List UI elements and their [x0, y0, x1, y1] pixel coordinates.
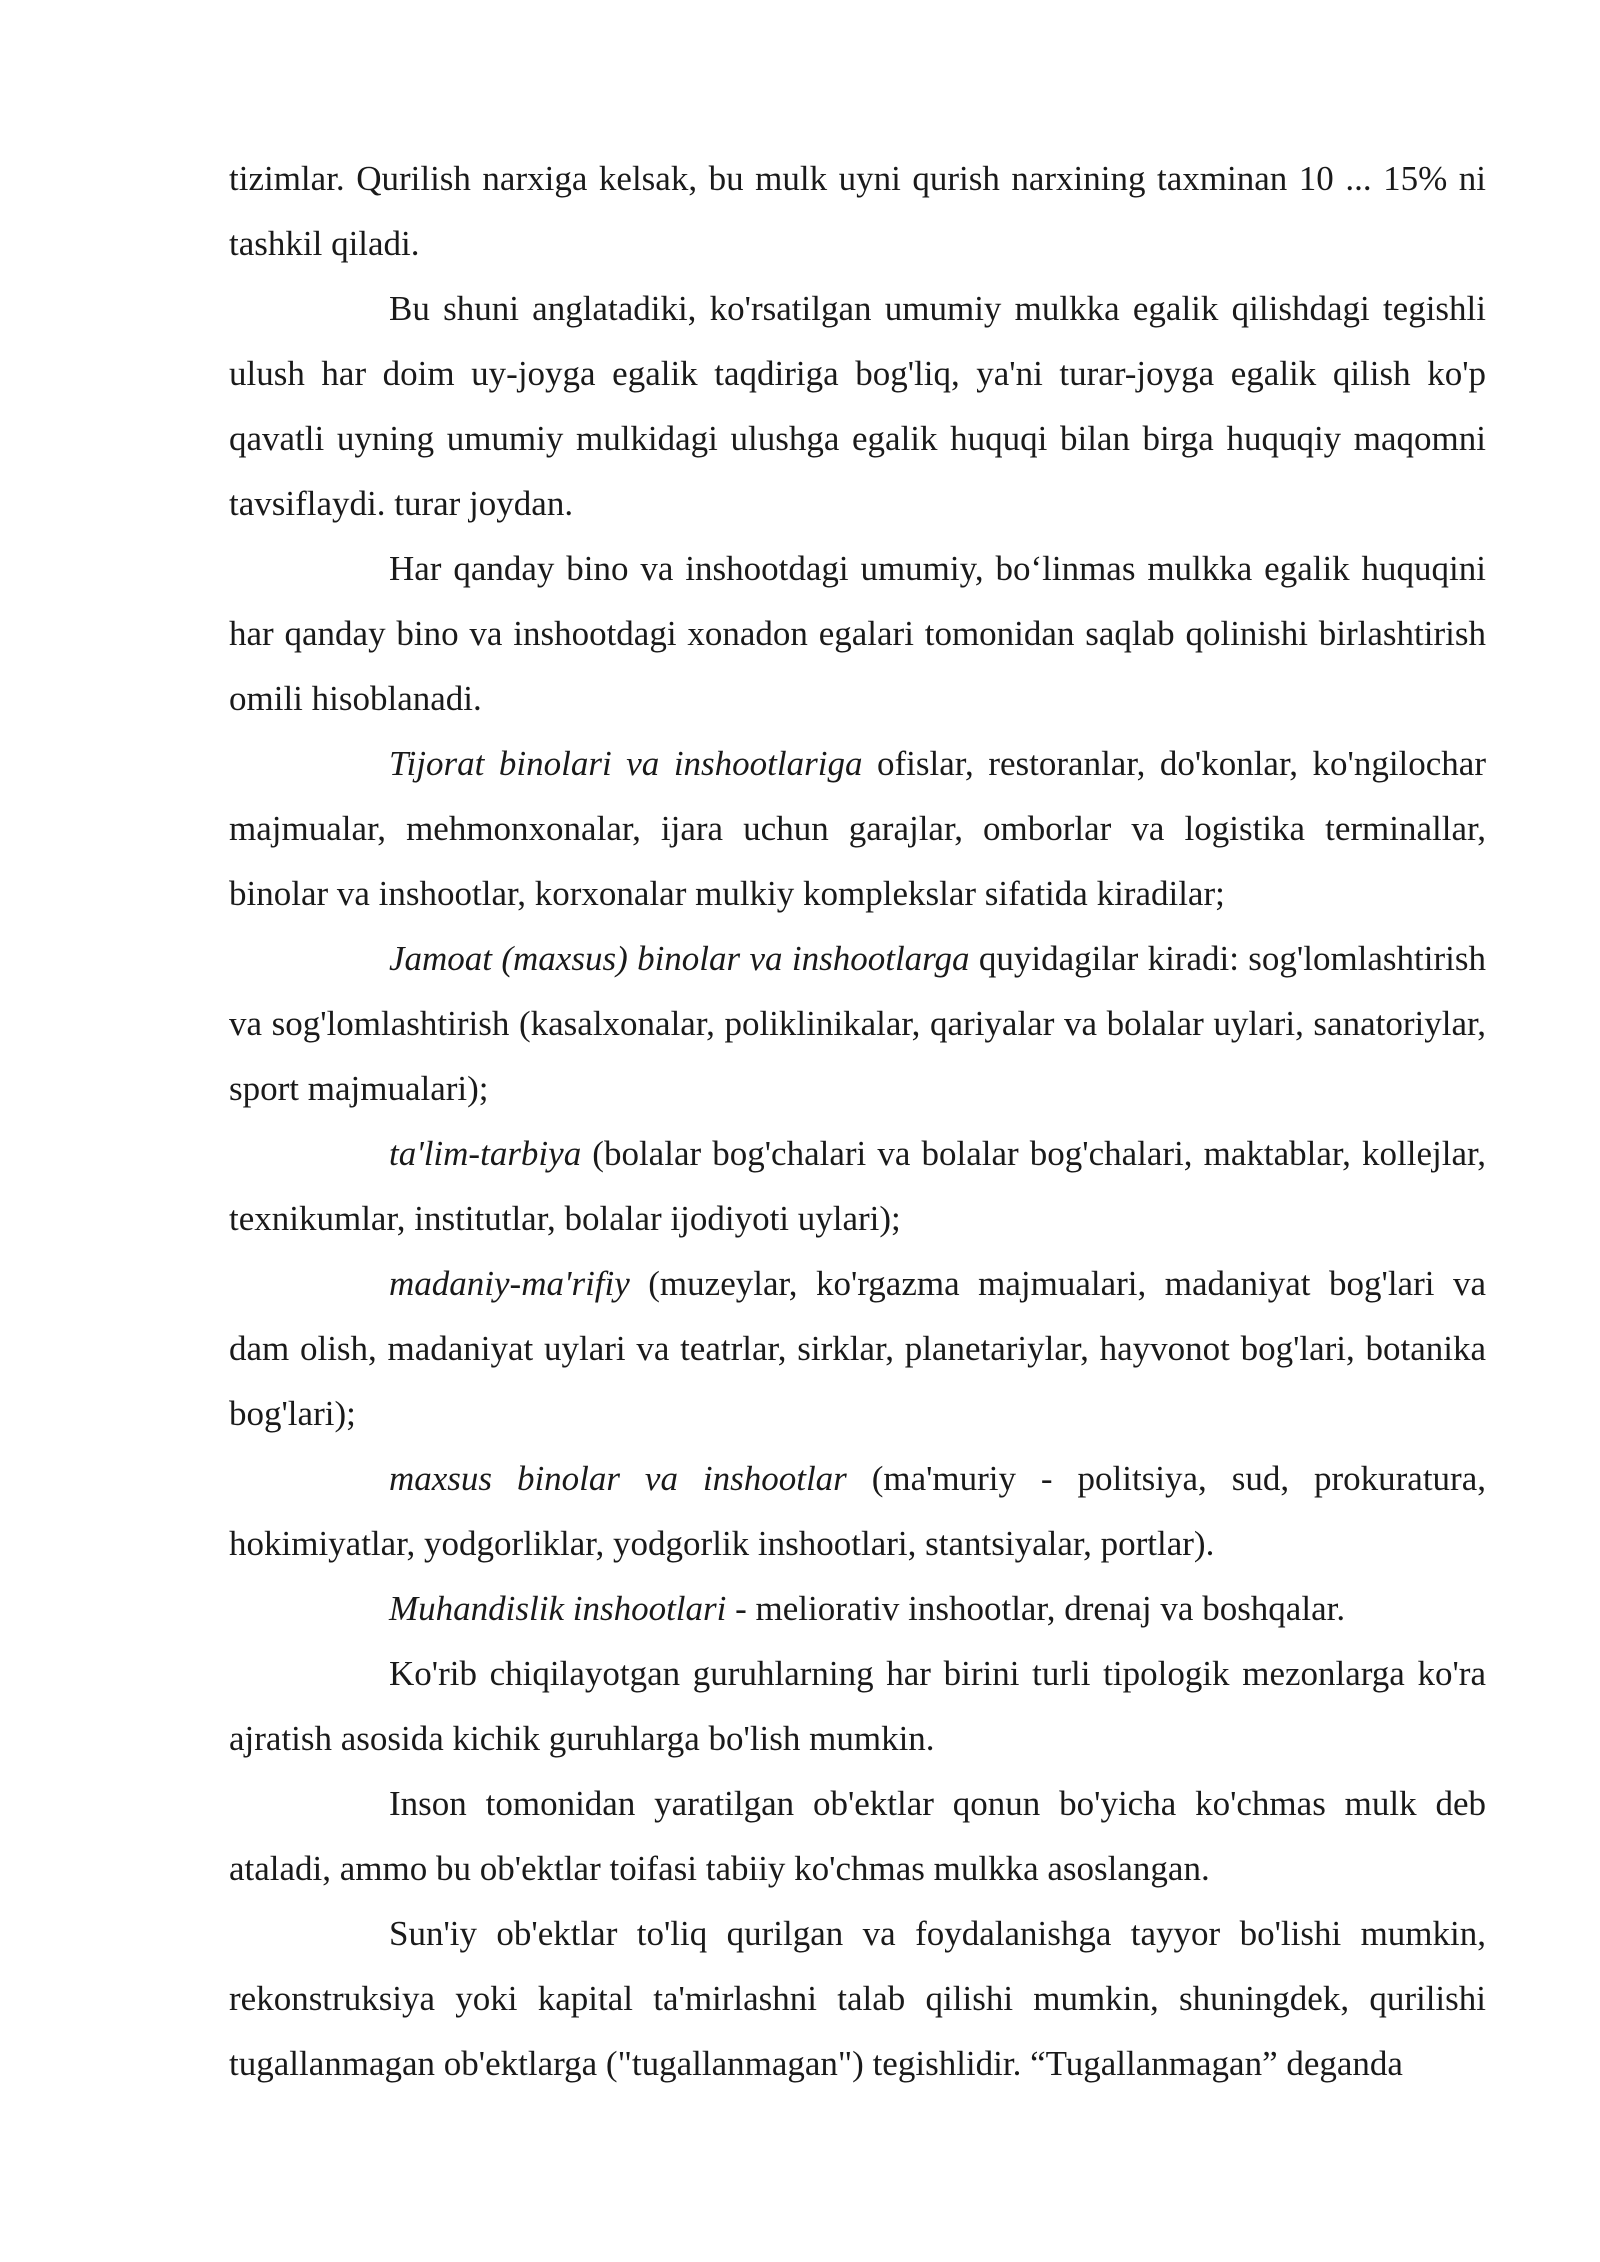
paragraph-9 [229, 1576, 1486, 1641]
paragraph-9-lead: Muhandislik inshootlari [389, 1589, 727, 1628]
paragraph-10-text: Ko'rib chiqilayotgan guruhlarning har birini turli tipologik mezonlarga ko'ra ajratish asosida kichik guruhlarga bo'lish mumkin. [229, 1654, 1486, 1758]
paragraph-5 [229, 926, 1486, 1121]
paragraph-3 [229, 536, 1486, 731]
paragraph-2 [229, 276, 1486, 536]
paragraph-6 [229, 1121, 1486, 1251]
paragraph-1 [229, 146, 1486, 276]
paragraph-7 [229, 1251, 1486, 1446]
paragraph-6-lead: ta'lim-tarbiya [389, 1134, 582, 1173]
paragraph-5-lead: Jamoat (maxsus) binolar va inshootlarga [389, 939, 970, 978]
paragraph-11 [229, 1771, 1486, 1901]
paragraph-4 [229, 731, 1486, 926]
paragraph-7-text: (muzeylar, ko'rgazma majmualari, madaniyat bog'lari va dam olish, madaniyat uylari va teatrlar, sirklar, planetariylar, hayvonot bog'lari, botanika bog'lari); [229, 1264, 1486, 1433]
paragraph-10 [229, 1641, 1486, 1771]
document-page [229, 146, 1486, 2096]
paragraph-1-text: tizimlar. Qurilish narxiga kelsak, bu mulk uyni qurish narxining taxminan 10 ... 15% ni tashkil qiladi. [229, 159, 1486, 263]
paragraph-12 [229, 1901, 1486, 2096]
paragraph-6-text: (bolalar bog'chalari va bolalar bog'chalari, maktablar, kollejlar, texnikumlar, institutlar, bolalar ijodiyoti uylari); [229, 1134, 1486, 1238]
paragraph-4-text: ofislar, restoranlar, do'konlar, ko'ngilochar majmualar, mehmonxonalar, ijara uchun garajlar, omborlar va logistika terminallar, binolar va inshootlar, korxonalar mulkiy komplekslar sifatida kiradilar; [229, 744, 1486, 913]
paragraph-5-text: quyidagilar kiradi: sog'lomlashtirish va sog'lomlashtirish (kasalxonalar, poliklinikalar, qariyalar va bolalar uylari, sanatoriylar, sport majmualari); [229, 939, 1486, 1108]
paragraph-2-text: Bu shuni anglatadiki, ko'rsatilgan umumiy mulkka egalik qilishdagi tegishli ulush har doim uy-joyga egalik taqdiriga bog'liq, ya'ni turar-joyga egalik qilish ko'p qavatli uyning umumiy mulkidagi ulushga egalik huquqi bilan birga huquqiy maqomni tavsiflaydi. turar joydan. [229, 289, 1486, 523]
paragraph-8-text: (ma'muriy - politsiya, sud, prokuratura, hokimiyatlar, yodgorliklar, yodgorlik inshootlari, stantsiyalar, portlar). [229, 1459, 1486, 1563]
paragraph-7-lead: madaniy-ma'rifiy [389, 1264, 630, 1303]
paragraph-3-text: Har qanday bino va inshootdagi umumiy, bo‘linmas mulkka egalik huquqini har qanday bino va inshootdagi xonadon egalari tomonidan saqlab qolinishi birlashtirish omili hisoblanadi. [229, 549, 1486, 718]
paragraph-8 [229, 1446, 1486, 1576]
paragraph-9-text: - meliorativ inshootlar, drenaj va boshqalar. [726, 1589, 1346, 1628]
paragraph-4-lead: Tijorat binolari va inshootlariga [389, 744, 863, 783]
paragraph-8-lead: maxsus binolar va inshootlar [389, 1459, 847, 1498]
paragraph-11-text: Inson tomonidan yaratilgan ob'ektlar qonun bo'yicha ko'chmas mulk deb ataladi, ammo bu ob'ektlar toifasi tabiiy ko'chmas mulkka asoslangan. [229, 1784, 1486, 1888]
paragraph-12-text: Sun'iy ob'ektlar to'liq qurilgan va foydalanishga tayyor bo'lishi mumkin, rekonstruksiya yoki kapital ta'mirlashni talab qilishi mumkin, shuningdek, qurilishi tugallanmagan ob'ektlarga ("tugallanmagan") tegishlidir. “Tugallanmagan” deganda [229, 1914, 1486, 2083]
